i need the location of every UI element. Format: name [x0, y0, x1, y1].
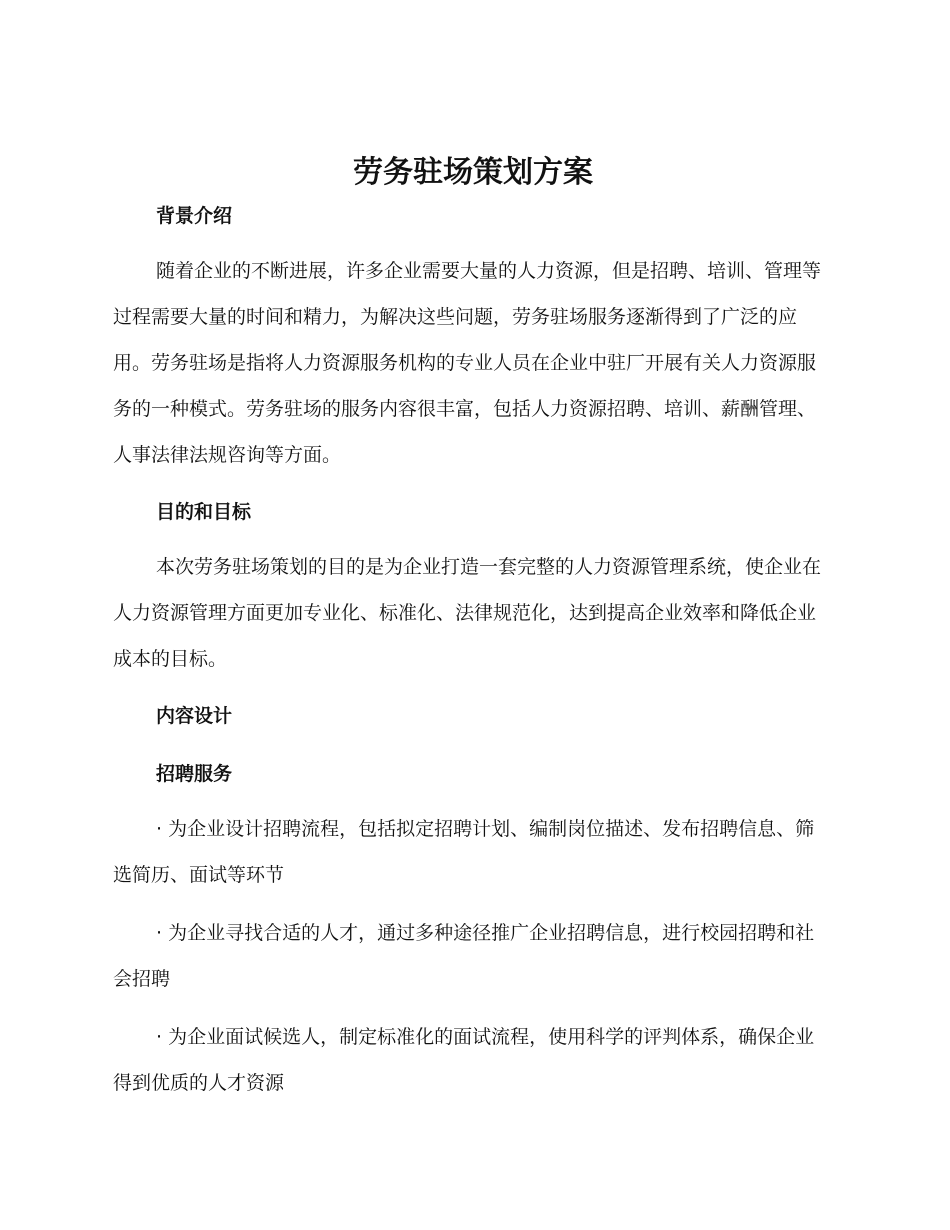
recruitment-item: · 为企业寻找合适的人才，通过多种途径推广企业招聘信息，进行校园招聘和社会招聘 [113, 922, 815, 990]
recruitment-item: · 为企业设计招聘流程，包括拟定招聘计划、编制岗位描述、发布招聘信息、筛选简历、面试等环节 [113, 818, 815, 886]
background-paragraph: 随着企业的不断进展，许多企业需要大量的人力资源，但是招聘、培训、管理等过程需要大量的时间和精力，为解决这些问题，劳务驻场服务逐渐得到了广泛的应用。劳务驻场是指将人力资源服务机构的专业人员在企业中驻厂开展有关人力资源服务的一种模式。劳务驻场的服务内容很丰富，包括人力资源招聘、培训、薪酬管理、人事法律法规咨询等方面。 [113, 260, 822, 466]
section-heading-content-design: 内容设计 [156, 705, 233, 727]
recruitment-item: · 为企业面试候选人，制定标准化的面试流程，使用科学的评判体系，确保企业得到优质的人才资源 [113, 1026, 815, 1094]
section-heading-background: 背景介绍 [156, 205, 233, 227]
document-title: 劳务驻场策划方案 [353, 155, 593, 190]
section-heading-purpose: 目的和目标 [156, 501, 252, 523]
purpose-paragraph: 本次劳务驻场策划的目的是为企业打造一套完整的人力资源管理系统，使企业在人力资源管理方面更加专业化、标准化、法律规范化，达到提高企业效率和降低企业成本的目标。 [113, 556, 822, 670]
section-heading-recruitment: 招聘服务 [156, 763, 233, 785]
document-content [113, 148, 833, 1106]
